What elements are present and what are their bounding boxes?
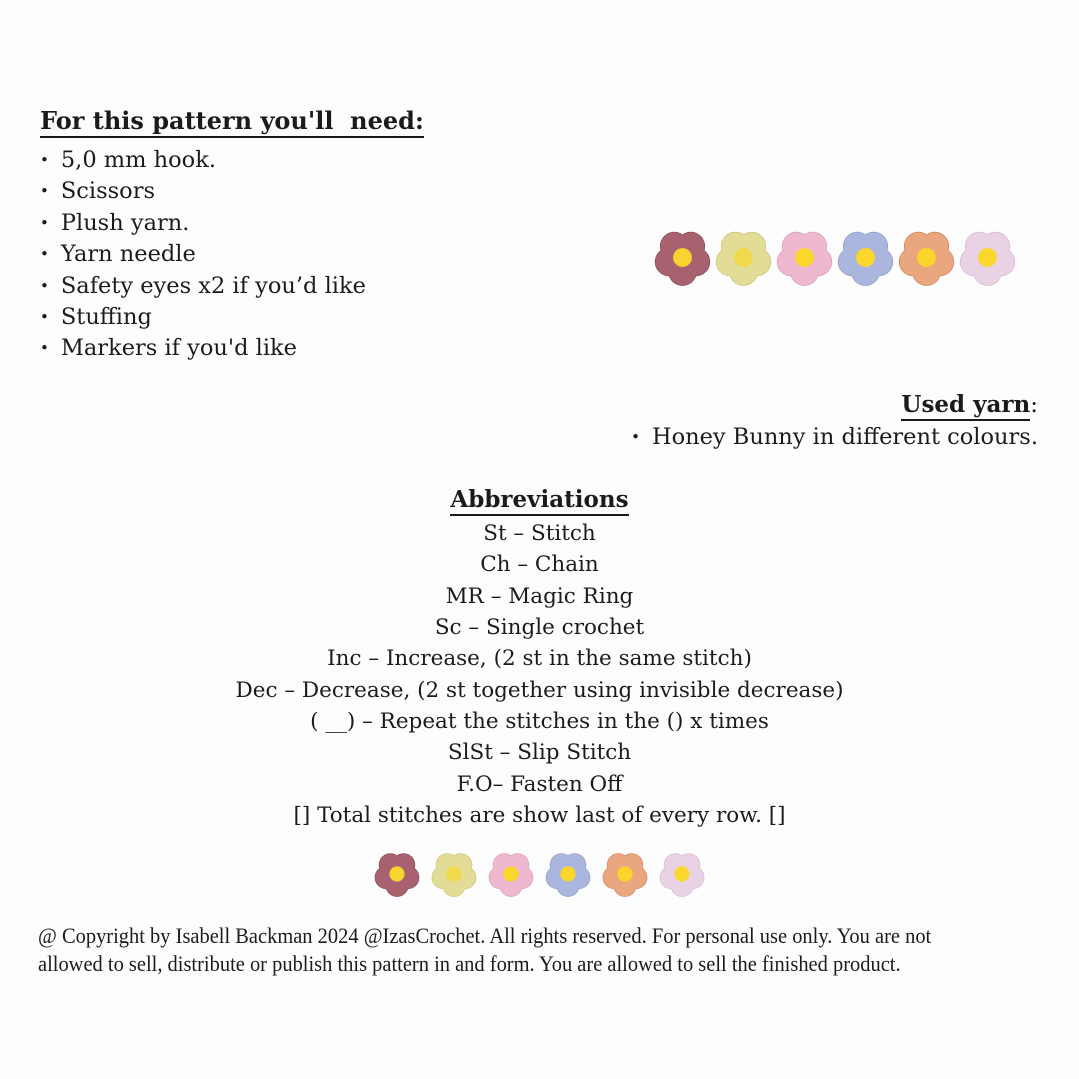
- list-item-text: Honey Bunny in different colours.: [651, 424, 1038, 450]
- list-item-text: Safety eyes x2 if you’d like: [60, 272, 366, 299]
- copyright-line: @ Copyright by Isabell Backman 2024 @IzasCrochet. All rights reserved. For personal use only. You are not: [38, 923, 932, 948]
- list-item: ( __) – Repeat the stitches in the () x times: [310, 709, 769, 735]
- flower-icon: [898, 229, 955, 286]
- flower-icon: [431, 851, 477, 897]
- flower-icon: [959, 229, 1016, 286]
- bullet-icon: •: [40, 339, 49, 358]
- materials-list: [40, 145, 424, 365]
- bullet-icon: •: [40, 276, 49, 295]
- list-item: [631, 422, 1038, 453]
- list-item: [40, 302, 424, 333]
- flower-icon: [374, 851, 420, 897]
- flower-icon: [837, 229, 894, 286]
- materials-section: [40, 106, 424, 365]
- abbreviations-list: [0, 518, 1079, 831]
- list-item: [40, 271, 424, 302]
- bullet-icon: •: [40, 308, 49, 327]
- used-yarn-list: [631, 422, 1038, 453]
- list-item-text: Yarn needle: [60, 241, 196, 268]
- list-item-text: Plush yarn.: [60, 209, 190, 236]
- list-item: Dec – Decrease, (2 st together using invisible decrease): [235, 677, 844, 703]
- list-item: [40, 239, 424, 270]
- flower-icon: [545, 851, 591, 897]
- list-item: [40, 333, 424, 364]
- flower-icon: [659, 851, 705, 897]
- list-item: Sc – Single crochet: [434, 615, 645, 641]
- materials-heading: [40, 106, 424, 136]
- list-item: [40, 176, 424, 207]
- bullet-icon: •: [40, 182, 49, 201]
- list-item: [] Total stitches are show last of every row. []: [293, 803, 786, 829]
- list-item-text: Markers if you'd like: [60, 335, 297, 362]
- flower-icon: [488, 851, 534, 897]
- used-yarn-section: [631, 391, 1038, 453]
- abbreviations-section: [0, 486, 1079, 831]
- list-item: MR – Magic Ring: [445, 583, 634, 609]
- list-item-text: Scissors: [60, 178, 156, 205]
- flower-icon: [715, 229, 772, 286]
- list-item: [40, 145, 424, 176]
- bullet-icon: •: [40, 151, 49, 169]
- abbreviations-heading-text: Abbreviations: [450, 486, 628, 516]
- used-yarn-heading: [631, 391, 1038, 419]
- bullet-icon: •: [40, 245, 49, 264]
- flower-row-bottom: [0, 851, 1079, 897]
- list-item: St – Stitch: [483, 521, 596, 546]
- abbreviations-heading: [450, 486, 628, 513]
- used-yarn-heading-colon: :: [1030, 392, 1038, 418]
- bullet-icon: •: [631, 428, 640, 446]
- copyright-line: allowed to sell, distribute or publish this pattern in and form. You are allowed to sell the finished product.: [38, 950, 901, 976]
- copyright-footer: [38, 922, 1041, 977]
- list-item: F.O– Fasten Off: [456, 771, 623, 797]
- flower-row-top: [654, 229, 1016, 286]
- bullet-icon: •: [40, 213, 49, 232]
- list-item: Ch – Chain: [480, 552, 599, 578]
- list-item-text: Stuffing: [60, 304, 152, 331]
- list-item: Inc – Increase, (2 st in the same stitch): [327, 646, 752, 672]
- flower-icon: [602, 851, 648, 897]
- list-item: [40, 208, 424, 239]
- list-item: SlSt – Slip Stitch: [447, 740, 632, 766]
- flower-icon: [654, 229, 711, 286]
- materials-heading-text: For this pattern you'll need:: [40, 106, 424, 138]
- list-item-text: 5,0 mm hook.: [60, 147, 216, 173]
- flower-icon: [776, 229, 833, 286]
- used-yarn-heading-text: Used yarn: [901, 391, 1030, 421]
